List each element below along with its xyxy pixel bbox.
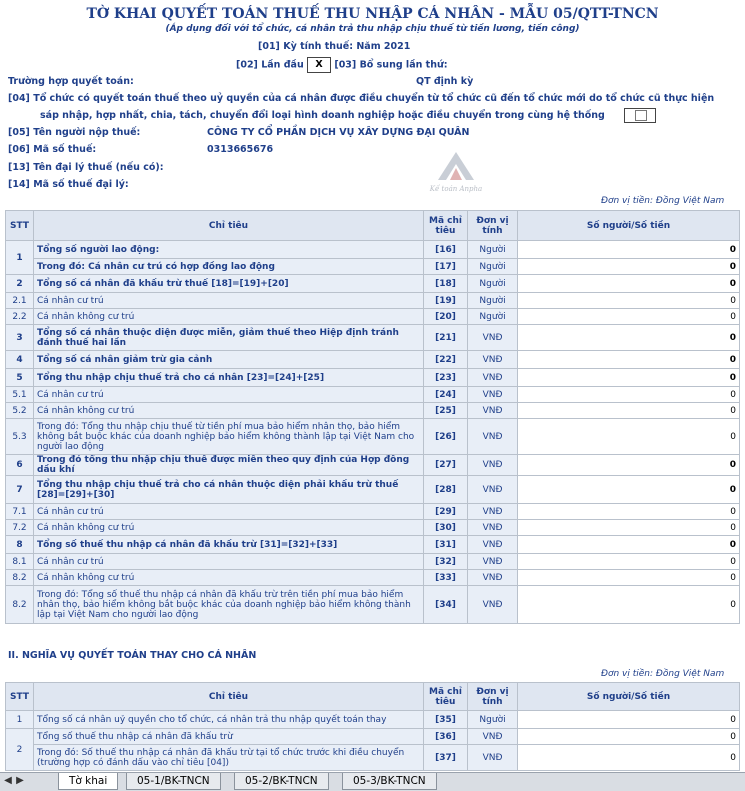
row-value-input[interactable]: 0 <box>518 419 740 455</box>
row-unit: VNĐ <box>468 351 518 369</box>
anpha-logo <box>426 150 486 194</box>
sheet-tab-2[interactable]: 05-2/BK-TNCN <box>234 773 329 790</box>
row-code: [22] <box>424 351 468 369</box>
row-unit: VNĐ <box>468 729 518 745</box>
header2-don-vi-l2: tính <box>482 696 503 707</box>
row-stt: 2 <box>6 275 34 293</box>
table-row <box>6 729 740 745</box>
row-code: [18] <box>424 275 468 293</box>
row-value-input[interactable]: 0 <box>518 325 740 351</box>
row-label: Cá nhân không cư trú <box>34 309 424 325</box>
row-stt: 8.1 <box>6 554 34 570</box>
row-unit: VNĐ <box>468 570 518 586</box>
row-value-input[interactable]: 0 <box>518 259 740 275</box>
row-code: [27] <box>424 455 468 476</box>
anpha-logo-mark <box>426 150 486 194</box>
agent-code-label: [14] Mã số thuế đại lý: <box>8 179 129 190</box>
table-row <box>6 387 740 403</box>
header2-ma-chi-tieu <box>424 683 468 711</box>
row-code: [36] <box>424 729 468 745</box>
next-sheet-icon[interactable]: ▶ <box>16 775 24 786</box>
header-don-vi <box>468 211 518 241</box>
table-row <box>6 570 740 586</box>
row-value-input[interactable]: 0 <box>518 403 740 419</box>
row-value-input[interactable]: 0 <box>518 504 740 520</box>
row-label: Trong đó: Cá nhân cư trú có hợp đồng lao động <box>34 259 424 275</box>
row-label: Tổng số cá nhân giảm trừ gia cảnh <box>34 351 424 369</box>
row-unit: Người <box>468 309 518 325</box>
row-label: Tổng số cá nhân đã khấu trừ thuế [18]=[19]+[20] <box>34 275 424 293</box>
row-code: [33] <box>424 570 468 586</box>
table-row <box>6 455 740 476</box>
table-row <box>6 504 740 520</box>
row-label: Tổng số thuế thu nhập cá nhân đã khấu trừ [31]=[32]+[33] <box>34 536 424 554</box>
row-value-input[interactable]: 0 <box>518 586 740 624</box>
row-value-input[interactable]: 0 <box>518 536 740 554</box>
row-unit: VNĐ <box>468 504 518 520</box>
row-label: Tổng thu nhập chịu thuế trả cho cá nhân thuộc diện phải khấu trừ thuế [28]=[29]+[30] <box>34 476 424 504</box>
row-label: Cá nhân cư trú <box>34 293 424 309</box>
row-value-input[interactable]: 0 <box>518 711 740 729</box>
header-ma-chi-tieu-l2: tiêu <box>435 225 456 236</box>
row-code: [20] <box>424 309 468 325</box>
first-time-row <box>236 57 448 73</box>
row-unit: VNĐ <box>468 745 518 771</box>
row-stt: 1 <box>6 241 34 275</box>
row-value-input[interactable]: 0 <box>518 476 740 504</box>
row-stt: 4 <box>6 351 34 369</box>
row-label: Trong đó: Tổng thu nhập chịu thuế từ tiền phí mua bảo hiểm nhân thọ, bảo hiểm không bắt buộc khác của doanh nghiệp bảo hiểm không thành lập tại Việt Nam cho người lao động <box>34 419 424 455</box>
row-stt: 3 <box>6 325 34 351</box>
header2-so-tien: Số người/Số tiền <box>518 683 740 711</box>
row-unit: Người <box>468 259 518 275</box>
anpha-logo-text: Kế toán Anpha <box>429 185 483 193</box>
currency-note-2: Đơn vị tiền: Đồng Việt Nam <box>601 669 725 679</box>
section2-title: II. NGHĨA VỤ QUYẾT TOÁN THAY CHO CÁ NHÂN <box>8 650 257 661</box>
taxpayer-name-value: CÔNG TY CỔ PHẦN DỊCH VỤ XÂY DỰNG ĐẠI QUÂN <box>207 127 470 138</box>
row-unit: VNĐ <box>468 387 518 403</box>
header-so-tien: Số người/Số tiền <box>518 211 740 241</box>
sheet-tab-0[interactable]: Tờ khai <box>58 773 118 790</box>
row-label: Trong đó: Tổng số thuế thu nhập cá nhân đã khấu trừ trên tiền phí mua bảo hiểm nhân thọ, bảo hiểm không bắt buộc khác của doanh nghiệp bảo hiểm không thành lập tại Việt Nam cho người lao động <box>34 586 424 624</box>
row-code: [21] <box>424 325 468 351</box>
row-code: [16] <box>424 241 468 259</box>
row-value-input[interactable]: 0 <box>518 520 740 536</box>
table-row <box>6 293 740 309</box>
row-unit: VNĐ <box>468 403 518 419</box>
case-label: Trường hợp quyết toán: <box>8 76 134 87</box>
header-chi-tieu: Chỉ tiêu <box>34 211 424 241</box>
row-label: Tổng số cá nhân uỷ quyền cho tổ chức, cá nhân trả thu nhập quyết toán thay <box>34 711 424 729</box>
row-stt: 2.2 <box>6 309 34 325</box>
tax-code-label: [06] Mã số thuế: <box>8 144 97 155</box>
header2-stt: STT <box>6 683 34 711</box>
row-unit: Người <box>468 711 518 729</box>
row-value-input[interactable]: 0 <box>518 351 740 369</box>
table-row <box>6 745 740 771</box>
row-code: [35] <box>424 711 468 729</box>
row-value-input[interactable]: 0 <box>518 275 740 293</box>
taxpayer-name-label: [05] Tên người nộp thuế: <box>8 127 141 138</box>
header-ma-chi-tieu-l1: Mã chỉ <box>429 215 462 226</box>
row-stt: 5.2 <box>6 403 34 419</box>
prev-sheet-icon[interactable]: ◀ <box>4 775 12 786</box>
row-unit: Người <box>468 241 518 259</box>
table-main-header <box>6 211 740 241</box>
header2-don-vi <box>468 683 518 711</box>
first-time-checkbox[interactable]: X <box>307 57 331 73</box>
row-unit: VNĐ <box>468 325 518 351</box>
table-section2 <box>5 682 740 771</box>
header2-chi-tieu: Chỉ tiêu <box>34 683 424 711</box>
table-row <box>6 586 740 624</box>
row-label: Cá nhân không cư trú <box>34 403 424 419</box>
row-unit: VNĐ <box>468 476 518 504</box>
header-stt: STT <box>6 211 34 241</box>
row-code: [19] <box>424 293 468 309</box>
item04-checkbox-frame <box>624 108 656 123</box>
header-don-vi-l2: tính <box>482 225 503 236</box>
row-stt: 8.2 <box>6 586 34 624</box>
table-row <box>6 275 740 293</box>
case-value: QT định kỳ <box>416 76 474 87</box>
row-stt: 2.1 <box>6 293 34 309</box>
table-row <box>6 419 740 455</box>
row-code: [26] <box>424 419 468 455</box>
table-section2-header <box>6 683 740 711</box>
sheet-tab-3[interactable]: 05-3/BK-TNCN <box>342 773 437 790</box>
header-ma-chi-tieu <box>424 211 468 241</box>
row-value-input[interactable]: 0 <box>518 309 740 325</box>
table-row <box>6 259 740 275</box>
row-label: Cá nhân không cư trú <box>34 520 424 536</box>
table-row <box>6 711 740 729</box>
header2-don-vi-l1: Đơn vị <box>476 686 509 697</box>
item04-checkbox[interactable] <box>624 108 656 123</box>
row-label: Tổng số thuế thu nhập cá nhân đã khấu trừ <box>34 729 424 745</box>
row-code: [31] <box>424 536 468 554</box>
header2-ma-chi-tieu-l2: tiêu <box>435 696 456 707</box>
table-row <box>6 241 740 259</box>
agent-name-label: [13] Tên đại lý thuế (nếu có): <box>8 162 164 173</box>
item04-line2: sáp nhập, hợp nhất, chia, tách, chuyển đổi loại hình doanh nghiệp hoặc điều chuyển trong cùng hệ thống <box>40 110 605 121</box>
row-stt: 5 <box>6 369 34 387</box>
tax-code-value: 0313665676 <box>207 144 274 155</box>
row-label: Cá nhân không cư trú <box>34 570 424 586</box>
row-value-input[interactable]: 0 <box>518 745 740 771</box>
row-unit: Người <box>468 275 518 293</box>
row-label: Cá nhân cư trú <box>34 387 424 403</box>
row-value-input[interactable]: 0 <box>518 729 740 745</box>
header2-ma-chi-tieu-l1: Mã chỉ <box>429 686 462 697</box>
table-row <box>6 476 740 504</box>
row-value-input[interactable]: 0 <box>518 387 740 403</box>
period-label: [01] Kỳ tính thuế: <box>258 41 354 52</box>
row-label: Trong đó tổng thu nhập chịu thuế được miễn theo quy định của Hợp đồng dầu khí <box>34 455 424 476</box>
row-label: Tổng số cá nhân thuộc diện được miễn, giảm thuế theo Hiệp định tránh đánh thuế hai lần <box>34 325 424 351</box>
row-code: [23] <box>424 369 468 387</box>
row-unit: VNĐ <box>468 554 518 570</box>
row-unit: VNĐ <box>468 369 518 387</box>
form-subtitle: (Áp dụng đối với tổ chức, cá nhân trả thu nhập chịu thuế từ tiền lương, tiền công) <box>165 24 580 34</box>
sheet-tab-1[interactable]: 05-1/BK-TNCN <box>126 773 221 790</box>
row-label: Tổng số người lao động: <box>34 241 424 259</box>
row-stt: 6 <box>6 455 34 476</box>
row-code: [25] <box>424 403 468 419</box>
row-value-input[interactable]: 0 <box>518 293 740 309</box>
row-stt: 8 <box>6 536 34 554</box>
row-label: Cá nhân cư trú <box>34 504 424 520</box>
table-main <box>5 210 740 624</box>
row-value-input[interactable]: 0 <box>518 369 740 387</box>
row-value-input[interactable]: 0 <box>518 455 740 476</box>
row-code: [29] <box>424 504 468 520</box>
item04-line1: [04] Tổ chức có quyết toán thuế theo uỷ quyền của cá nhân được điều chuyển từ tổ chức cũ đến tổ chức mới do tổ chức cũ thực hiện <box>8 93 715 104</box>
item04-checkbox-mark <box>635 110 647 121</box>
sheet-tab-bar <box>0 772 745 791</box>
row-stt: 8.2 <box>6 570 34 586</box>
row-code: [24] <box>424 387 468 403</box>
row-stt: 1 <box>6 711 34 729</box>
period-row <box>258 41 410 52</box>
row-stt: 7.2 <box>6 520 34 536</box>
row-value-input[interactable]: 0 <box>518 554 740 570</box>
table-row <box>6 520 740 536</box>
row-stt: 7.1 <box>6 504 34 520</box>
table-row <box>6 351 740 369</box>
form-title: TỜ KHAI QUYẾT TOÁN THUẾ THU NHẬP CÁ NHÂN - MẪU 05/QTT-TNCN <box>86 6 659 22</box>
row-stt: 5.3 <box>6 419 34 455</box>
row-label: Cá nhân cư trú <box>34 554 424 570</box>
supplement-label: [03] Bổ sung lần thứ: <box>334 59 448 71</box>
row-unit: VNĐ <box>468 455 518 476</box>
row-unit: Người <box>468 293 518 309</box>
table-row <box>6 403 740 419</box>
currency-note: Đơn vị tiền: Đồng Việt Nam <box>601 196 725 206</box>
row-code: [28] <box>424 476 468 504</box>
row-unit: VNĐ <box>468 536 518 554</box>
first-time-label: [02] Lần đầu <box>236 59 304 71</box>
row-stt: 5.1 <box>6 387 34 403</box>
row-label: Trong đó: Số thuế thu nhập cá nhân đã khấu trừ tại tổ chức trước khi điều chuyển (trường hợp có đánh dấu vào chỉ tiêu [04]) <box>34 745 424 771</box>
row-value-input[interactable]: 0 <box>518 241 740 259</box>
header-don-vi-l1: Đơn vị <box>476 215 509 226</box>
row-label: Tổng thu nhập chịu thuế trả cho cá nhân [23]=[24]+[25] <box>34 369 424 387</box>
table-row <box>6 554 740 570</box>
row-code: [37] <box>424 745 468 771</box>
row-unit: VNĐ <box>468 520 518 536</box>
row-stt: 2 <box>6 729 34 771</box>
period-value: Năm 2021 <box>356 41 411 52</box>
row-code: [34] <box>424 586 468 624</box>
table-row <box>6 309 740 325</box>
row-unit: VNĐ <box>468 419 518 455</box>
row-stt: 7 <box>6 476 34 504</box>
table-row <box>6 325 740 351</box>
row-value-input[interactable]: 0 <box>518 570 740 586</box>
row-code: [30] <box>424 520 468 536</box>
row-code: [17] <box>424 259 468 275</box>
row-unit: VNĐ <box>468 586 518 624</box>
table-row <box>6 369 740 387</box>
table-row <box>6 536 740 554</box>
row-code: [32] <box>424 554 468 570</box>
